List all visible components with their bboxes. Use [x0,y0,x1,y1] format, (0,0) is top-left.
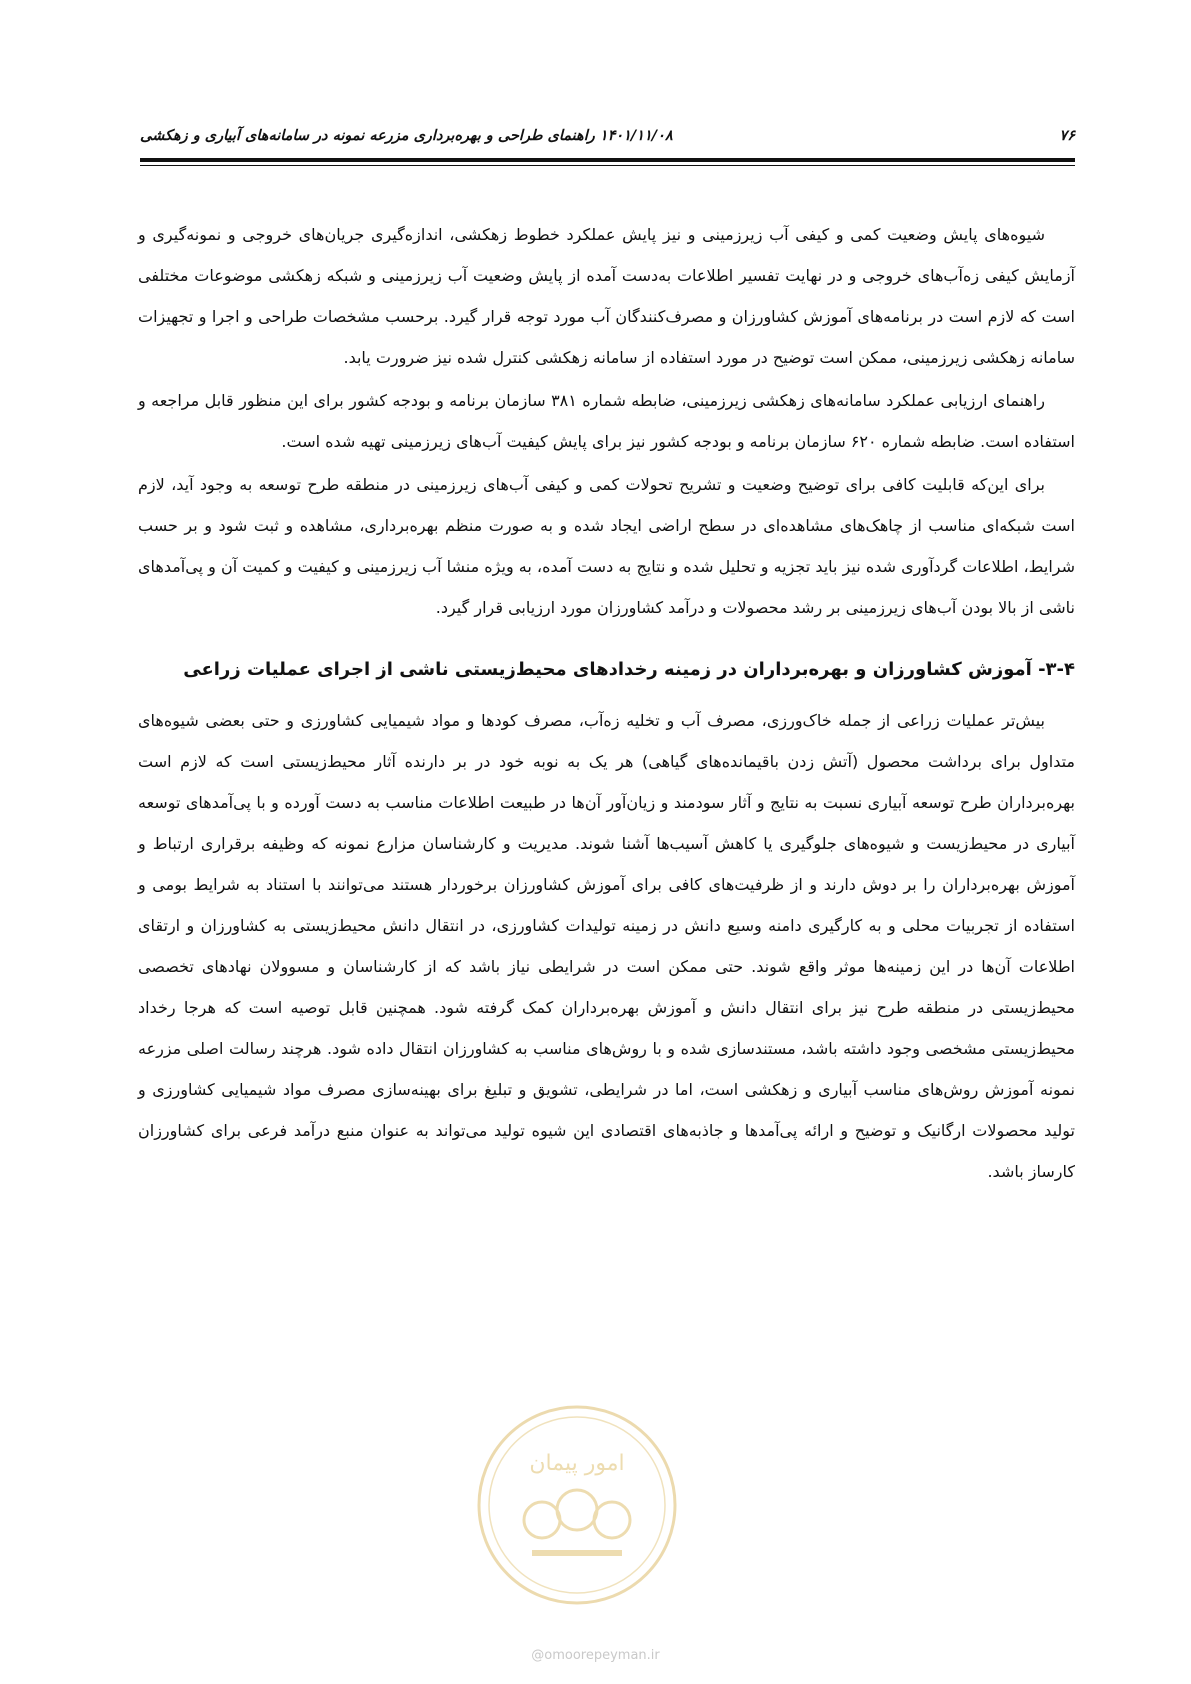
watermark-logo [472,1400,682,1610]
watermark-site-text: @omoorepeyman.ir [531,1648,660,1663]
paragraph-1: شیوه‌های پایش وضعیت کمی و کیفی آب زیرزمینی و نیز پایش عملکرد خطوط زهکشی، اندازه‌گیری جریان‌های خروجی و نمونه‌گیری و آزمایش کیفی زه‌آب‌های خروجی و در نهایت تفسیر اطلاعات به‌دست آمده از پایش وضعیت آب زیرزمینی و شبکه زهکشی موضوعات مختلفی است که لازم است در برنامه‌های آموزش کشاورزان و مصرف‌کنندگان آب مورد توجه قرار گیرد. برحسب مشخصات طراحی و اجرا و تجهیزات سامانه زهکشی زیرزمینی، ممکن است توضیح در مورد استفاده از سامانه زهکشی کنترل شده نیز ضرورت یابد. [138,225,1075,367]
header-rule-thick [140,158,1075,162]
page-number: ۷۶ [1059,128,1075,144]
page-header [140,128,1075,154]
header-rule-thin [140,165,1075,166]
paragraph-2: راهنمای ارزیابی عملکرد سامانه‌های زهکشی زیرزمینی، ضابطه شماره ۳۸۱ سازمان برنامه و بودجه کشور برای این منظور قابل مراجعه و استفاده است. ضابطه شماره ۶۲۰ سازمان برنامه و بودجه کشور نیز برای پایش کیفیت آب‌های زیرزمینی تهیه شده است. [138,391,1075,451]
section-body-paragraph: بیش‌تر عملیات زراعی از جمله خاک‌ورزی، مصرف آب و تخلیه زه‌آب، مصرف کودها و مواد شیمیایی کشاورزی و حتی بعضی شیوه‌های متداول برای برداشت محصول (آتش زدن باقیمانده‌های گیاهی) هر یک به نوبه خود در بر دارنده آثار محیط‌زیستی است که لازم است بهره‌برداران طرح توسعه آبیاری نسبت به نتایج و آثار سودمند و زیان‌آور آن‌ها در طبیعت اطلاعات مناسب به دست آورده و با پی‌آمدهای توسعه آبیاری در محیط‌زیست و شیوه‌های جلوگیری یا کاهش آسیب‌ها آشنا شوند. مدیریت و کارشناسان مزارع نمونه که وظیفه برقراری ارتباط و آموزش بهره‌برداران را بر دوش دارند و از ظرفیت‌های کافی برای آموزش کشاورزان برخوردار هستند می‌توانند با استناد به شرایط بومی و استفاده از تجربیات محلی و به کارگیری دامنه وسیع دانش در زمینه تولیدات کشاورزی، در انتقال دانش محیط‌زیستی به کشاورزان و ارتقای اطلاعات آن‌ها در این زمینه‌ها موثر واقع شوند. حتی ممکن است در شرایطی نیاز باشد که از کارشناسان و مسوولان نهادهای تخصصی محیط‌زیستی در منطقه طرح نیز برای انتقال دانش و آموزش بهره‌برداران کمک گرفته شود. همچنین قابل توصیه است که هرجا رخداد محیط‌زیستی مشخصی وجود داشته باشد، مستندسازی شده و با روش‌های مناسب به کشاورزان انتقال داده شود. هرچند رسالت اصلی مزرعه نمونه آموزش روش‌های مناسب آبیاری و زهکشی است، اما در شرایطی، تشویق و تبلیغ برای بهینه‌سازی مصرف مواد شیمیایی کشاورزی و تولید محصولات ارگانیک و توضیح و ارائه پی‌آمدها و جاذبه‌های اقتصادی این شیوه تولید می‌تواند به عنوان منبع درآمد فرعی برای کشاورزان کارساز باشد. [138,711,1075,1181]
section-heading: ۳-۴- آموزش کشاورزان و بهره‌برداران در زمینه رخدادهای محیط‌زیستی ناشی از اجرای عملیات زراعی [183,659,1075,680]
running-title: ۱۴۰۱/۱۱/۰۸ راهنمای طراحی و بهره‌برداری مزرعه نمونه در سامانه‌های آبیاری و زهکشی [140,128,673,144]
page-body [138,214,1075,1194]
watermark-logo-text: امور پیمان [529,1451,625,1476]
paragraph-3: برای این‌که قابلیت کافی برای توضیح وضعیت و تشریح تحولات کمی و کیفی آب‌های زیرزمینی در منطقه طرح توسعه به وجود آید، لازم است شبکه‌ای مناسب از چاهک‌های مشاهده‌ای در سطح اراضی ایجاد شده و به صورت منظم بهره‌برداری، مشاهده و ثبت شود و بر حسب شرایط، اطلاعات گردآوری شده نیز باید تجزیه و تحلیل شده و نتایج به دست آمده، به ویژه منشا آب زیرزمینی و کیفیت و کمیت آن و پی‌آمدهای ناشی از بالا بودن آب‌های زیرزمینی بر رشد محصولات و درآمد کشاورزان مورد ارزیابی قرار گیرد. [138,475,1075,617]
